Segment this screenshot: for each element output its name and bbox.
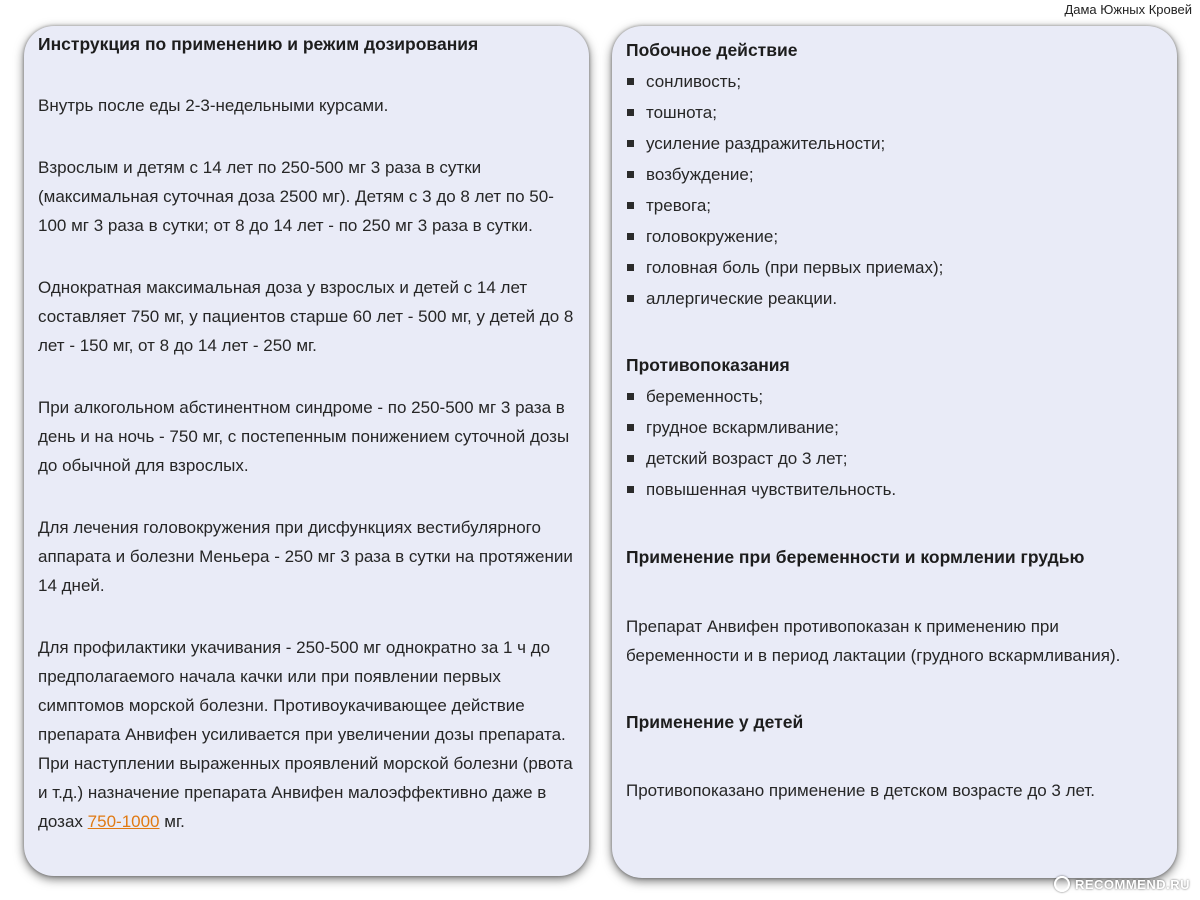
list-item: детский возраст до 3 лет;: [626, 443, 1163, 474]
dosage-paragraph-6: [38, 633, 575, 836]
list-item: тревога;: [626, 190, 1163, 221]
side-effects-list: [626, 66, 1163, 314]
site-watermark-text: RECOMMEND.RU: [1074, 876, 1190, 892]
list-item: тошнота;: [626, 97, 1163, 128]
bullet-icon: [627, 264, 634, 271]
dosage-paragraph-1: Внутрь после еды 2-3-недельными курсами.: [38, 96, 389, 115]
author-watermark: Дама Южных Кровей: [1064, 2, 1192, 17]
dosage-paragraph-2: Взрослым и детям с 14 лет по 250-500 мг 3 раза в сутки (максимальная суточная доза 2500 мг). Детям с 3 до 8 лет по 50-100 мг 3 раза в сутки; от 8 до 14 лет - по 250 мг 3 раза в сутки.: [38, 158, 554, 235]
contraindications-list: [626, 381, 1163, 505]
contraindications-title: Противопоказания: [626, 355, 790, 375]
info-card: [612, 26, 1177, 878]
pregnancy-text: Препарат Анвифен противопоказан к применению при беременности и в период лактации (грудного вскармливания).: [626, 617, 1121, 665]
list-item: возбуждение;: [626, 159, 1163, 190]
dosage-card: [24, 26, 589, 876]
bullet-icon: [627, 455, 634, 462]
list-item: грудное вскармливание;: [626, 412, 1163, 443]
side-effects-title: Побочное действие: [626, 40, 798, 60]
bullet-icon: [627, 424, 634, 431]
dose-link[interactable]: 750-1000: [87, 812, 160, 831]
bullet-icon: [627, 393, 634, 400]
list-item: головная боль (при первых приемах);: [626, 252, 1163, 283]
bullet-icon: [627, 109, 634, 116]
site-watermark: [1054, 876, 1190, 892]
dosage-title: Инструкция по применению и режим дозирования: [38, 34, 479, 54]
bullet-icon: [627, 140, 634, 147]
children-text: Противопоказано применение в детском возрасте до 3 лет.: [626, 781, 1096, 800]
bullet-icon: [627, 486, 634, 493]
bullet-icon: [627, 295, 634, 302]
pregnancy-title: Применение при беременности и кормлении грудью: [626, 547, 1085, 567]
list-item: аллергические реакции.: [626, 283, 1163, 314]
dosage-paragraph-5: Для лечения головокружения при дисфункциях вестибулярного аппарата и болезни Меньера - 250 мг 3 раза в сутки на протяжении 14 дней.: [38, 518, 573, 595]
dosage-paragraph-4: При алкогольном абстинентном синдроме - по 250-500 мг 3 раза в день и на ночь - 750 мг, с постепенным понижением суточной дозы до обычной для взрослых.: [38, 398, 570, 475]
bullet-icon: [627, 233, 634, 240]
children-title: Применение у детей: [626, 712, 804, 732]
list-item: повышенная чувствительность.: [626, 474, 1163, 505]
list-item: сонливость;: [626, 66, 1163, 97]
bullet-icon: [627, 171, 634, 178]
recommend-logo-icon: [1054, 876, 1070, 892]
dosage-paragraph-3: Однократная максимальная доза у взрослых и детей с 14 лет составляет 750 мг, у пациентов старше 60 лет - 500 мг, у детей до 8 лет - 150 мг, от 8 до 14 лет - 250 мг.: [38, 278, 574, 355]
list-item: усиление раздражительности;: [626, 128, 1163, 159]
dosage-paragraph-6-text: Для профилактики укачивания - 250-500 мг однократно за 1 ч до предполагаемого начала качки или при появлении первых симптомов морской болезни. Противоукачивающее действие препарата Анвифен усиливается при увеличении дозы препарата. При наступлении выраженных проявлений морской болезни (рвота и т.д.) назначение препарата Анвифен малоэффективно даже в дозах: [38, 638, 573, 831]
list-item: беременность;: [626, 381, 1163, 412]
dosage-paragraph-6-end: мг.: [164, 812, 185, 831]
list-item: головокружение;: [626, 221, 1163, 252]
bullet-icon: [627, 78, 634, 85]
bullet-icon: [627, 202, 634, 209]
